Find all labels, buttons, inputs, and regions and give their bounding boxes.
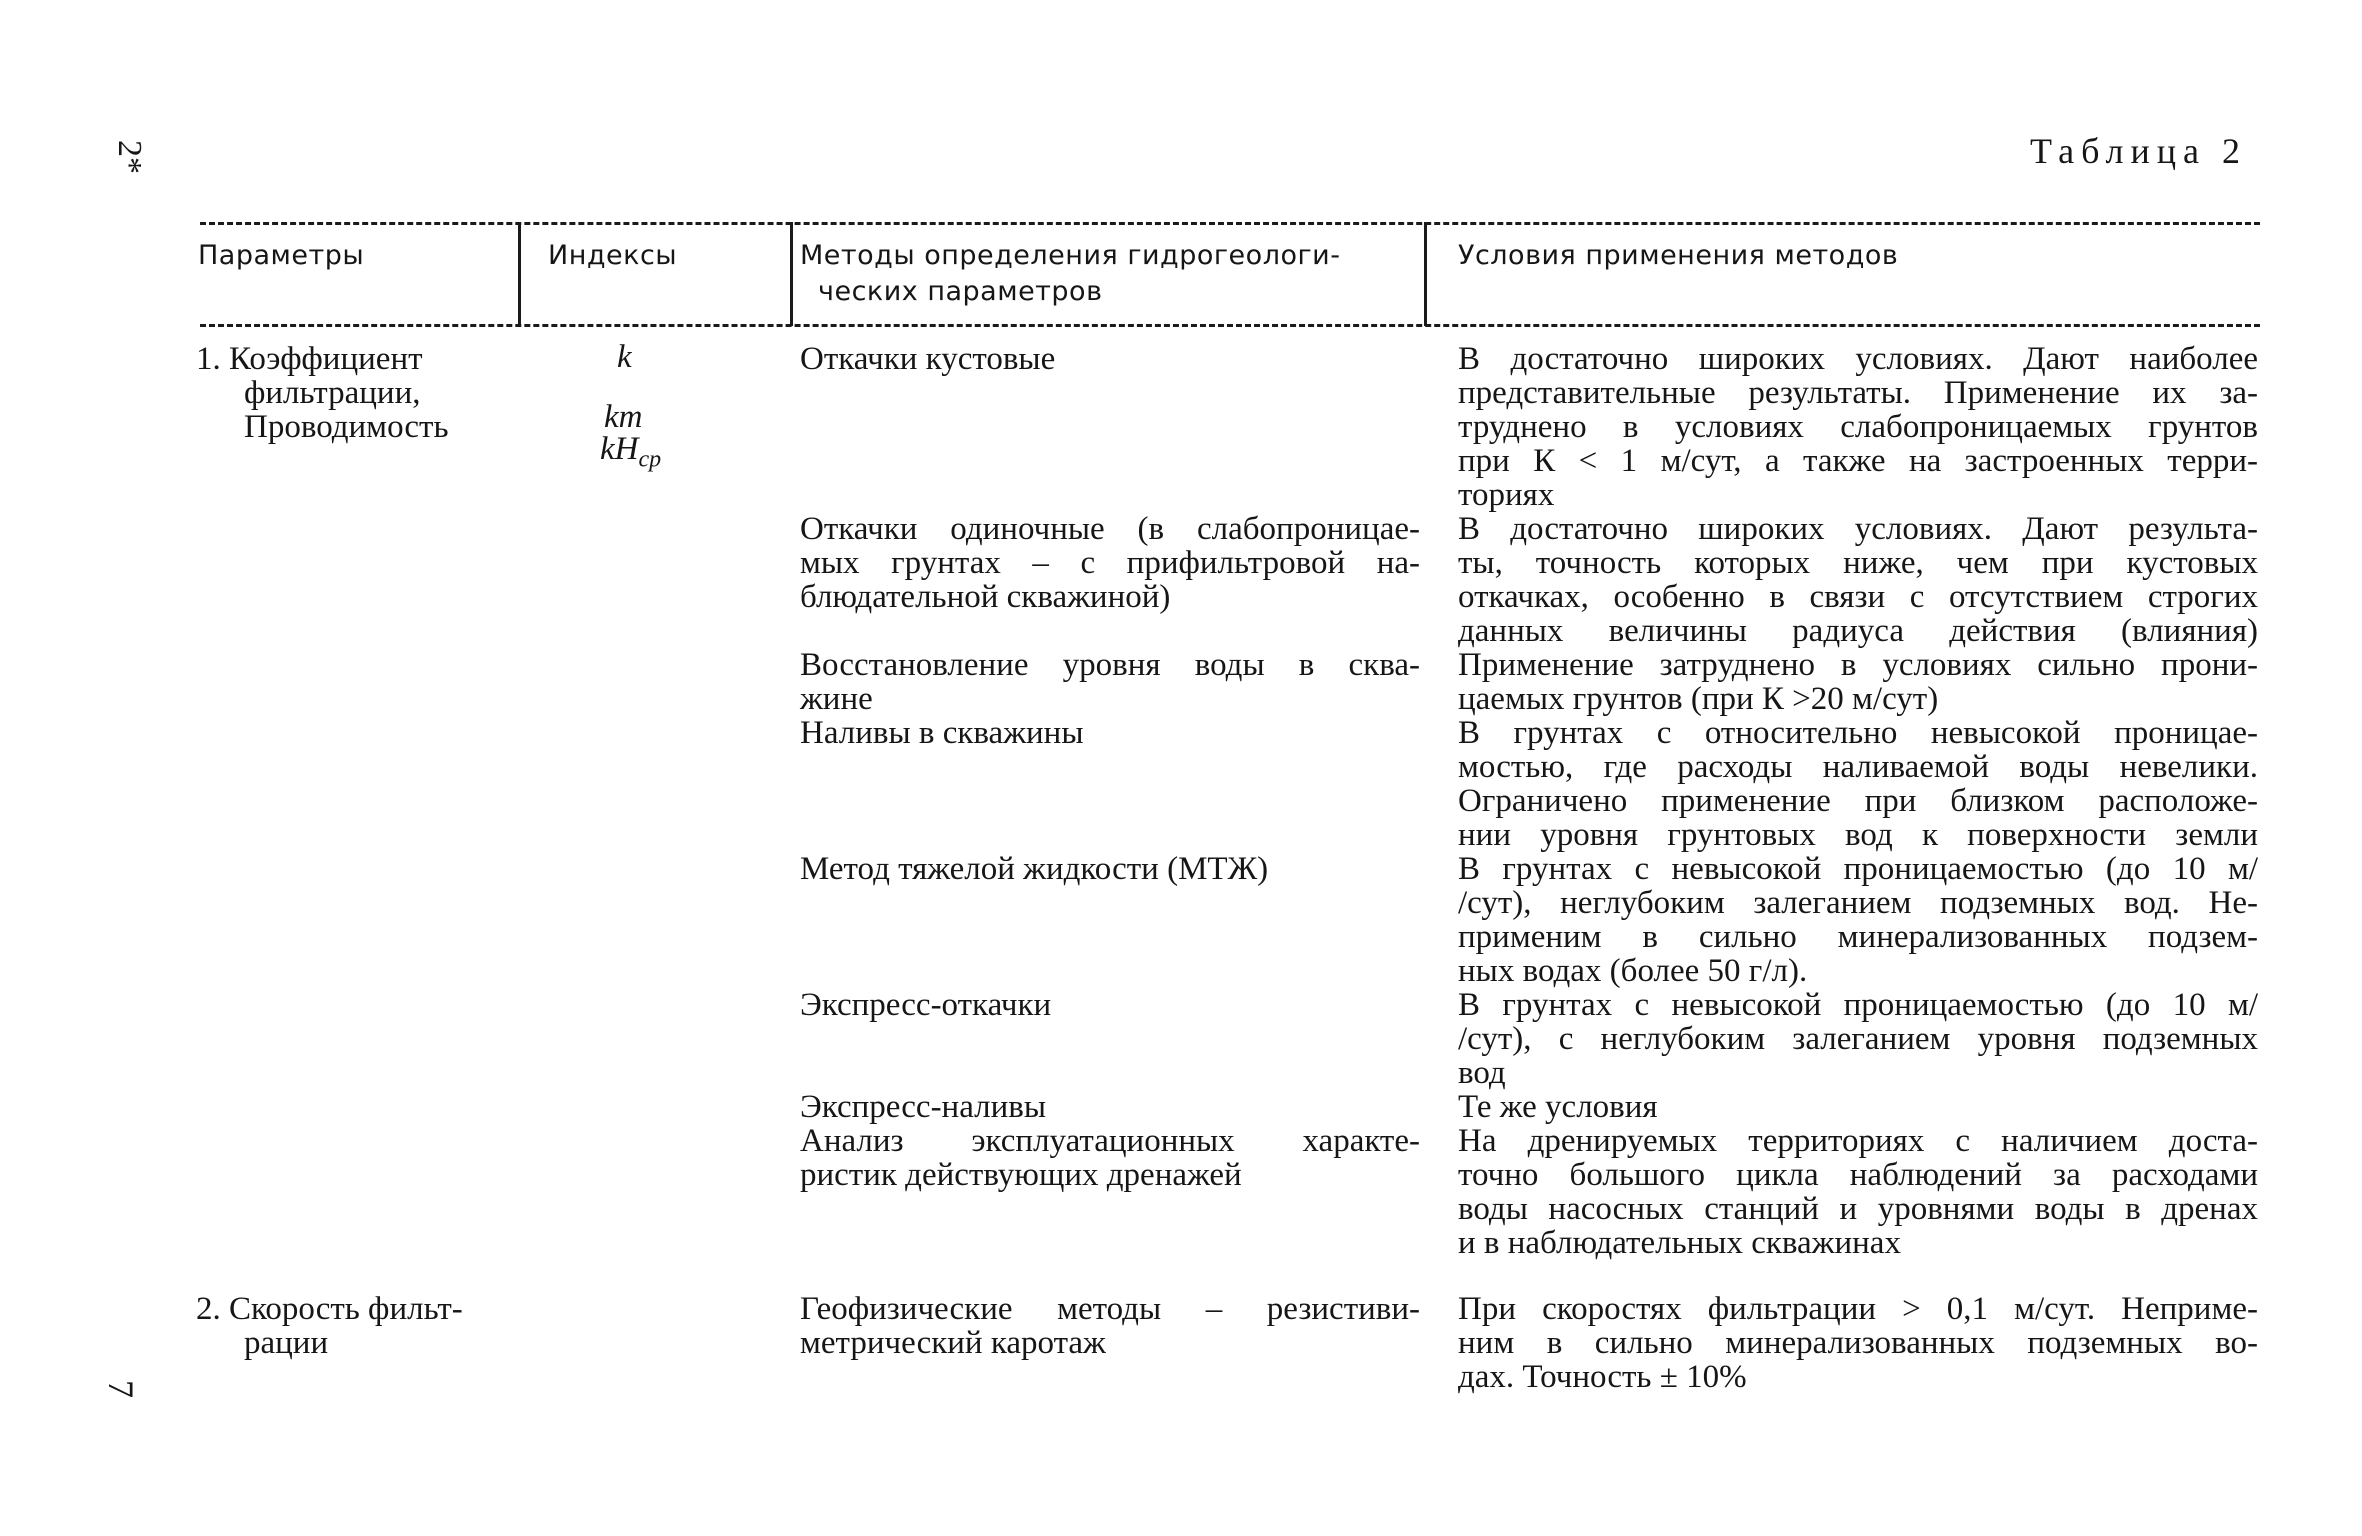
condition-line: и в наблюдательных скважинах [1458, 1225, 1901, 1261]
header-indexes: Индексы [548, 240, 678, 271]
method-line: Экспресс-наливы [800, 1089, 1047, 1125]
header-methods-line: ческих параметров [818, 276, 1103, 307]
condition-line: ты, точность которых ниже, чем при кустовых [1458, 545, 2258, 581]
condition-line: нии уровня грунтовых вод к поверхности земли [1458, 817, 2258, 853]
row-3-condition [1458, 648, 2258, 716]
condition-line: ториях [1458, 477, 1555, 513]
param-1-line: фильтрации, [244, 375, 421, 411]
method-line: Откачки кустовые [800, 341, 1056, 377]
row-5-condition [1458, 852, 2258, 988]
condition-line: /сут), с неглубоким залеганием уровня подземных [1458, 1021, 2258, 1057]
condition-line: вод [1458, 1055, 1506, 1091]
row-4-condition [1458, 716, 2258, 852]
condition-line: Применение затруднено в условиях сильно прони- [1458, 647, 2258, 683]
column-divider [518, 222, 521, 326]
condition-line: дах. Точность ± 10% [1458, 1359, 1747, 1395]
condition-line: применим в сильно минерализованных подзем- [1458, 919, 2258, 955]
condition-line: ных водах (более 50 г/л). [1458, 953, 1808, 989]
condition-line: откачках, особенно в связи с отсутствием строгих [1458, 579, 2258, 615]
header-params: Параметры [198, 240, 365, 271]
condition-line: труднено в условиях слабопроницаемых грунтов [1458, 409, 2258, 445]
header-methods-line: Методы определения гидрогеологи- [800, 240, 1341, 271]
column-divider [1424, 222, 1427, 326]
row-2-condition [1458, 512, 2258, 648]
row-7-method [800, 1090, 1420, 1124]
condition-line: В грунтах с невысокой проницаемостью (до 10 м/ [1458, 851, 2258, 887]
condition-line: точно большого цикла наблюдений за расходами [1458, 1157, 2258, 1193]
param-2-label [196, 1292, 463, 1360]
index-k: k [617, 339, 632, 375]
row-1-method [800, 342, 1420, 376]
condition-line: цаемых грунтов (при К >20 м/сут) [1458, 681, 1939, 717]
method-line: Наливы в скважины [800, 715, 1084, 751]
header-conditions: Условия применения методов [1458, 240, 1899, 271]
method-line: блюдательной скважиной) [800, 579, 1171, 615]
param-1-line: Проводимость [244, 409, 449, 445]
method-line: Геофизические методы – резистиви- [800, 1291, 1420, 1327]
method-line: Откачки одиночные (в слабопроницае- [800, 511, 1420, 547]
index-kh-subscript: ср [638, 446, 662, 473]
row-6-condition [1458, 988, 2258, 1090]
index-km: km [604, 399, 643, 435]
method-line: жине [800, 681, 873, 717]
method-line: Экспресс-откачки [800, 987, 1052, 1023]
column-divider [790, 222, 793, 326]
condition-line: В достаточно широких условиях. Дают наиболее [1458, 341, 2258, 377]
param-1-label [196, 342, 449, 444]
header-top-rule [200, 222, 2260, 225]
table-title: Таблица 2 [2030, 131, 2247, 171]
condition-line: В грунтах с относительно невысокой проницае- [1458, 715, 2258, 751]
condition-line: при К < 1 м/сут, а также на застроенных терри- [1458, 443, 2258, 479]
param-1-line: 1. Коэффициент [196, 341, 423, 377]
row-9-method [800, 1292, 1420, 1360]
header-bottom-rule [200, 324, 2260, 327]
row-5-method [800, 852, 1420, 886]
condition-line: Ограничено применение при близком расположе- [1458, 783, 2258, 819]
condition-line: На дренируемых территориях с наличием доста- [1458, 1123, 2258, 1159]
row-6-method [800, 988, 1420, 1022]
condition-line: Те же условия [1458, 1089, 1658, 1125]
index-kh-base: kH [600, 431, 639, 467]
row-8-method [800, 1124, 1420, 1192]
row-2-method [800, 512, 1420, 614]
condition-line: представительные результаты. Применение их за- [1458, 375, 2258, 411]
condition-line: воды насосных станций и уровнями воды в дренах [1458, 1191, 2258, 1227]
condition-line: При скоростях фильтрации > 0,1 м/сут. Неприме- [1458, 1291, 2258, 1327]
row-8-condition [1458, 1124, 2258, 1260]
condition-line: мостью, где расходы наливаемой воды невелики. [1458, 749, 2258, 785]
method-line: мых грунтах – с прифильтровой на- [800, 545, 1420, 581]
header-methods [800, 238, 1340, 310]
condition-line: В достаточно широких условиях. Дают результа- [1458, 511, 2258, 547]
page-number-bottom: 7 [101, 1380, 141, 1398]
method-line: Метод тяжелой жидкости (МТЖ) [800, 851, 1269, 887]
condition-line: В грунтах с невысокой проницаемостью (до 10 м/ [1458, 987, 2258, 1023]
page-number-top: 2* [111, 140, 148, 174]
method-line: Анализ эксплуатационных характе- [800, 1123, 1420, 1159]
method-line: метрический каротаж [800, 1325, 1106, 1361]
condition-line: /сут), неглубоким залеганием подземных вод. Не- [1458, 885, 2258, 921]
row-9-condition [1458, 1292, 2258, 1394]
method-line: Восстановление уровня воды в сква- [800, 647, 1420, 683]
param-2-line: рации [244, 1325, 329, 1361]
method-line: ристик действующих дренажей [800, 1157, 1242, 1193]
param-2-line: 2. Скорость фильт- [196, 1291, 463, 1327]
row-7-condition [1458, 1090, 2258, 1124]
row-3-method [800, 648, 1420, 716]
condition-line: данных величины радиуса действия (влияния) [1458, 613, 2258, 649]
condition-line: ним в сильно минерализованных подземных во- [1458, 1325, 2258, 1361]
row-1-condition [1458, 342, 2258, 512]
row-4-method [800, 716, 1420, 750]
index-kh-cp [600, 432, 661, 477]
